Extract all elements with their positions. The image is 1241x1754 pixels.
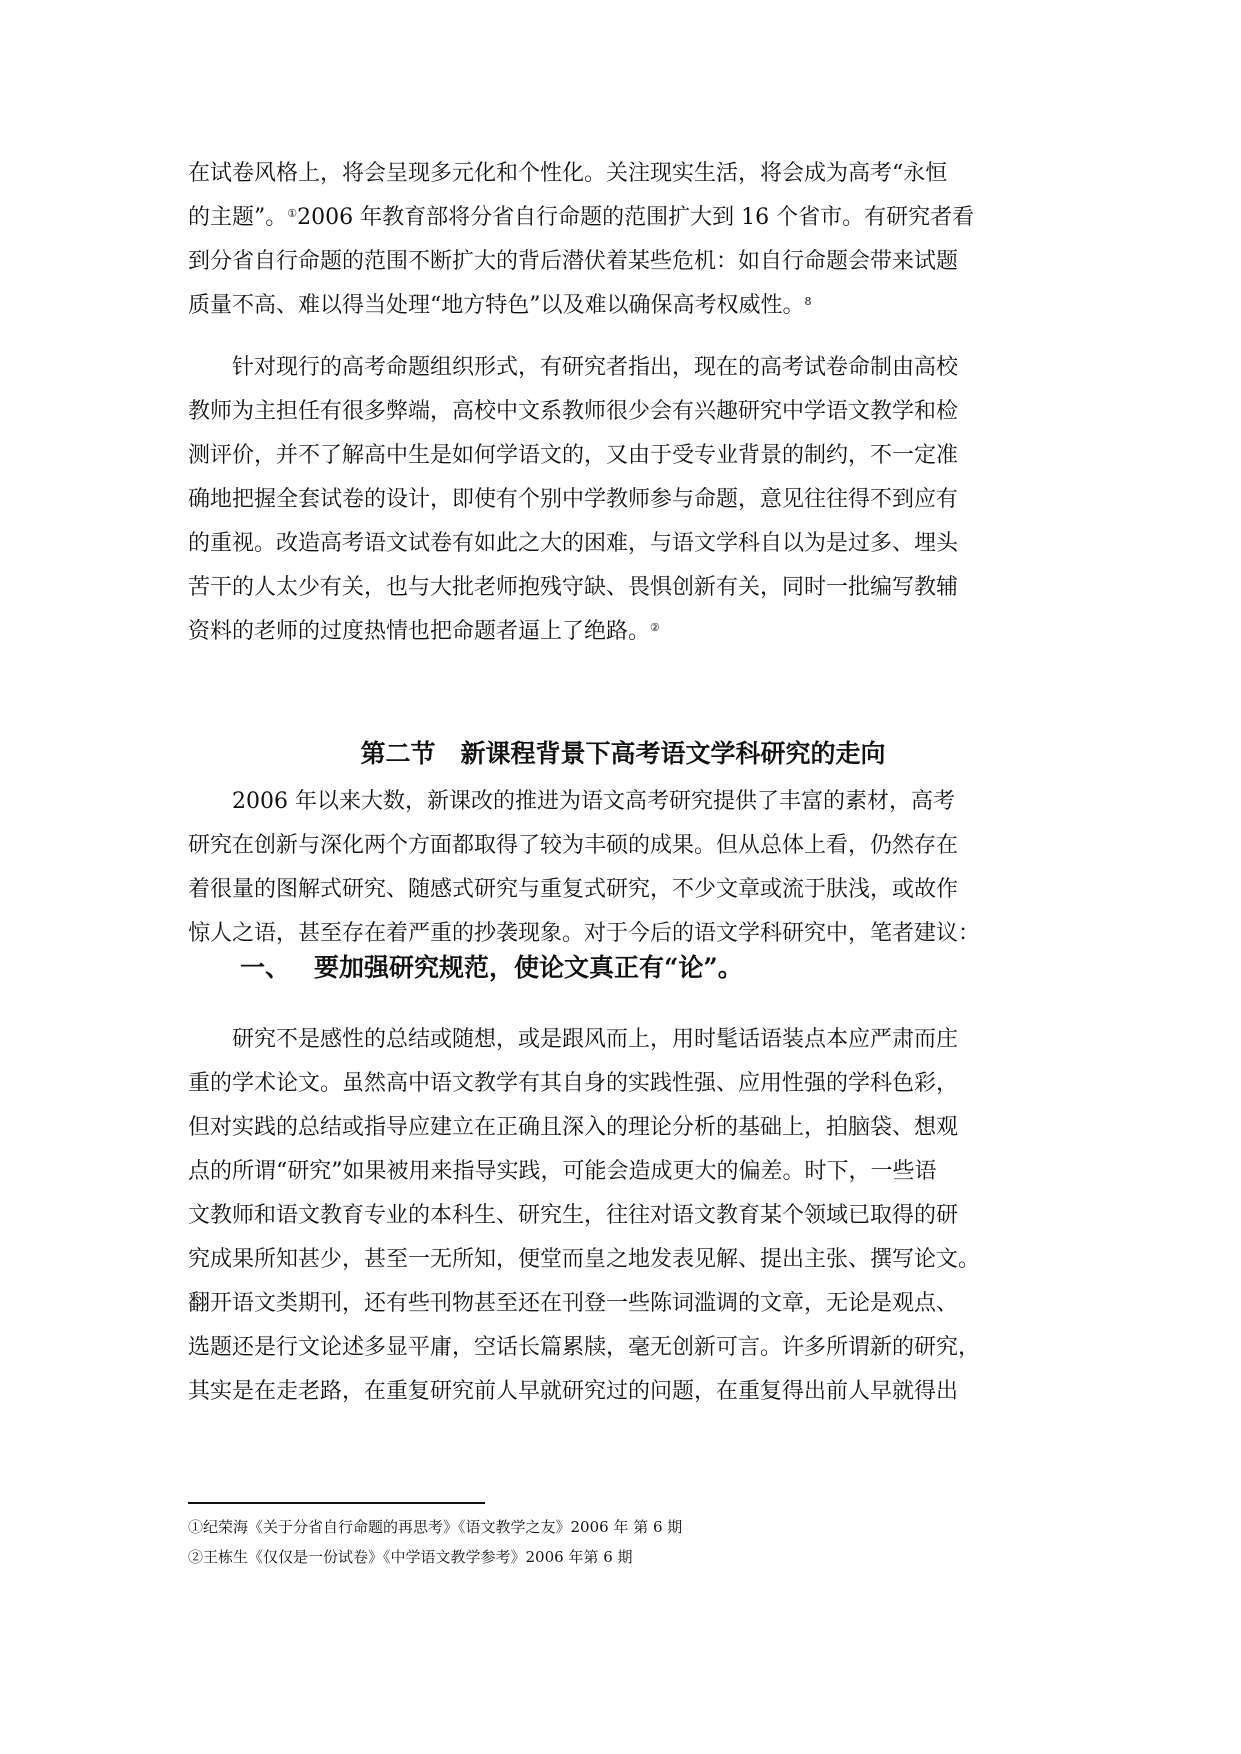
- footnote-marker: 8: [804, 295, 812, 308]
- subheading-text: 要加强研究规范，使论文真正有“论”。: [314, 953, 743, 982]
- text-line: 苦干的人太少有关，也与大批老师抱残守缺、畏惧创新有关，同时一批编写教辅: [188, 575, 959, 600]
- text-line: 的重视。改造高考语文试卷有如此之大的困难，与语文学科自以为是过多、埋头: [188, 531, 959, 556]
- text-line: 针对现行的高考命题组织形式，有研究者指出，现在的高考试卷命制由高校: [232, 355, 959, 380]
- text-line: [188, 284, 1058, 328]
- subheading: [240, 950, 743, 986]
- text-line: 翻开语文类期刊，还有些刊物甚至还在刊登一些陈词滥调的文章，无论是观点、: [188, 1291, 959, 1316]
- text-line: 2006 年以来大数，新课改的推进为语文高考研究提供了丰富的素材，高考: [232, 789, 955, 814]
- text-line: [188, 196, 1058, 240]
- footnote: ②王栋生《仅仅是一份试卷》《中学语文教学参考》2006 年第 6 期: [188, 1548, 633, 1566]
- text-line: 着很量的图解式研究、随感式研究与重复式研究，不少文章或流于肤浅，或故作: [188, 877, 959, 902]
- subheading-number: 一、: [240, 953, 291, 982]
- section-title: 第二节 新课程背景下高考语文学科研究的走向: [360, 739, 886, 768]
- paragraph-3: [188, 780, 1058, 956]
- text-line: 但对实践的总结或指导应建立在正确且深入的理论分析的基础上，拍脑袋、想观: [188, 1115, 959, 1140]
- paragraph-4: [188, 1018, 1058, 1414]
- text-line: 惊人之语，甚至存在着严重的抄袭现象。对于今后的语文学科研究中，笔者建议：: [188, 921, 981, 946]
- footnote-marker: ①: [287, 207, 298, 220]
- paragraph-2: [188, 346, 1058, 654]
- text-segment: 质量不高、难以得当处理“地方特色”以及难以确保高考权威性。: [188, 293, 805, 318]
- text-line: [188, 610, 1058, 654]
- text-line: 在试卷风格上，将会呈现多元化和个性化。关注现实生活，将会成为高考“永恒: [188, 161, 948, 186]
- footnote: ①纪荣海《关于分省自行命题的再思考》《语文教学之友》2006 年 第 6 期: [188, 1518, 683, 1536]
- text-line: 到分省自行命题的范围不断扩大的背后潜伏着某些危机：如自行命题会带来试题: [188, 249, 959, 274]
- text-line: 确地把握全套试卷的设计，即使有个别中学教师参与命题，意见往往得不到应有: [188, 487, 959, 512]
- text-line: 究成果所知甚少，甚至一无所知，便堂而皇之地发表见解、提出主张、撰写论文。: [188, 1247, 981, 1272]
- footnotes: [188, 1512, 1058, 1572]
- text-segment: 资料的老师的过度热情也把命题者逼上了绝路。: [188, 619, 651, 644]
- text-segment: 2006 年教育部将分省自行命题的范围扩大到 16 个省市。有研究者看: [297, 205, 975, 230]
- text-line: 研究在创新与深化两个方面都取得了较为丰硕的成果。但从总体上看，仍然存在: [188, 833, 959, 858]
- text-line: 教师为主担任有很多弊端，高校中文系教师很少会有兴趣研究中学语文教学和检: [188, 399, 959, 424]
- text-line: 点的所谓“研究”如果被用来指导实践，可能会造成更大的偏差。时下，一些语: [188, 1159, 937, 1184]
- text-line: 重的学术论文。虽然高中语文教学有其自身的实践性强、应用性强的学科色彩，: [188, 1071, 959, 1096]
- text-line: 文教师和语文教育专业的本科生、研究生，往往对语文教育某个领域已取得的研: [188, 1203, 959, 1228]
- text-segment: 的主题”。: [188, 205, 288, 230]
- paragraph-1: [188, 152, 1058, 328]
- text-line: 测评价，并不了解高中生是如何学语文的，又由于受专业背景的制约，不一定准: [188, 443, 959, 468]
- text-line: 研究不是感性的总结或随想，或是跟风而上，用时髦话语装点本应严肃而庄: [232, 1027, 959, 1052]
- footnote-marker: ②: [650, 621, 660, 634]
- text-line: 其实是在走老路，在重复研究前人早就研究过的问题，在重复得出前人早就得出: [188, 1379, 959, 1404]
- footnote-divider: [188, 1502, 485, 1504]
- text-line: 选题还是行文论述多显平庸，空话长篇累牍，毫无创新可言。许多所谓新的研究，: [188, 1335, 981, 1360]
